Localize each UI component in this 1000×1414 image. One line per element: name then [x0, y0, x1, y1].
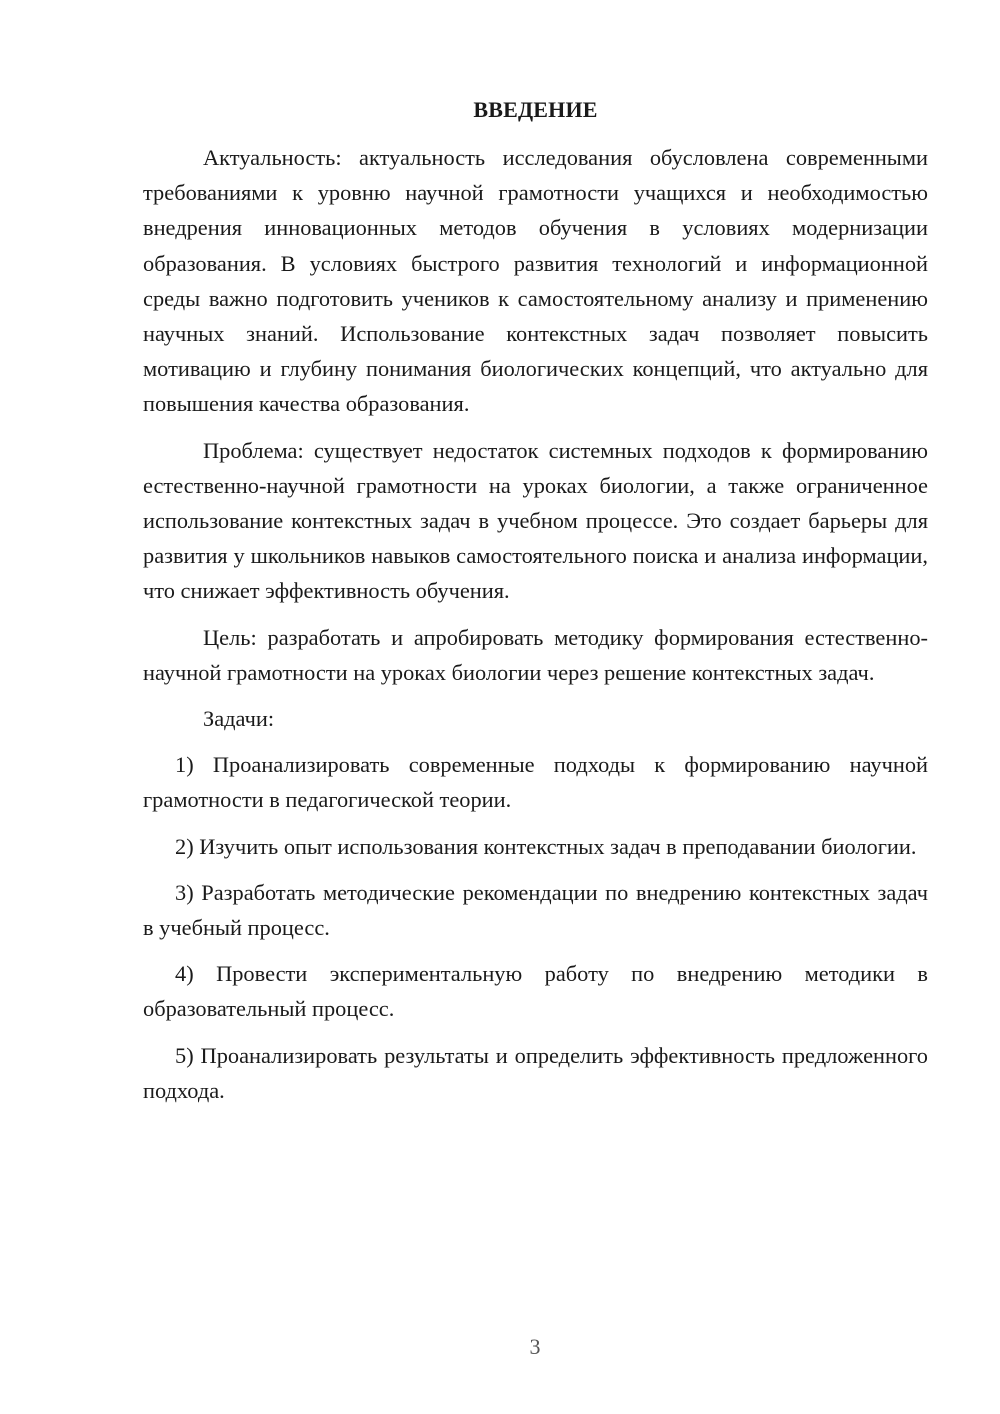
task-item-4: 4) Провести экспериментальную работу по внедрению методики в образовательный процесс. [143, 961, 928, 1022]
task-list [143, 747, 928, 1108]
section-heading: ВВЕДЕНИЕ [473, 97, 598, 122]
task-item-5: 5) Проанализировать результаты и определить эффективность предложенного подхода. [143, 1042, 928, 1103]
page-number: 3 [529, 1334, 541, 1359]
task-item-2: 2) Изучить опыт использования контекстных задач в преподавании биологии. [175, 833, 917, 859]
page-content [143, 92, 928, 1119]
problem-paragraph: Проблема: существует недостаток системных подходов к формированию естественно-научной грамотности на уроках биологии, а также ограниченное использование контекстных задач в учебном процессе. Это создает барьеры для развития у школьников навыков самостоятельного поиска и анализа информации, что снижает эффективность обучения. [143, 437, 928, 604]
relevance-paragraph: Актуальность: актуальность исследования обусловлена современными требованиями к уровню научной грамотности учащихся и необходимостью внедрения инновационных методов обучения в условиях модернизации образования. В условиях быстрого развития технологий и информационной среды важно подготовить учеников к самостоятельному анализу и применению научных знаний. Использование контекстных задач позволяет повысить мотивацию и глубину понимания биологических концепций, что актуально для повышения качества образования. [143, 145, 928, 417]
task-item-1: 1) Проанализировать современные подходы к формированию научной грамотности в педагогической теории. [143, 752, 928, 813]
task-item-3: 3) Разработать методические рекомендации по внедрению контекстных задач в учебный процесс. [143, 879, 928, 941]
goal-paragraph: Цель: разработать и апробировать методику формирования естественно-научной грамотности на уроках биологии через решение контекстных задач. [143, 624, 928, 685]
tasks-label: Задачи: [203, 706, 275, 732]
